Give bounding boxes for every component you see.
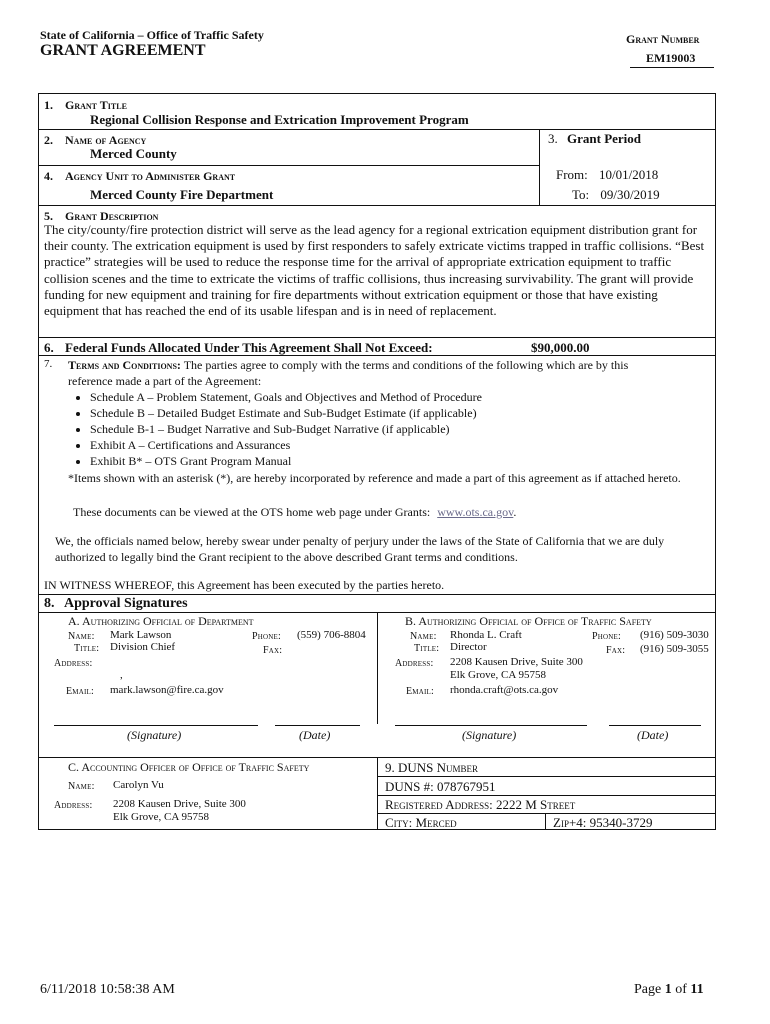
- section-8-label: Approval Signatures: [64, 596, 188, 611]
- state-office-label: State of California – Office of Traffic Safety: [40, 28, 264, 42]
- perjury-statement: We, the officials named below, hereby swear under penalty of perjury under the laws of the State of California that we are duly authorized to legally bind the Grant recipient to the above described Grant terms and conditions.: [55, 534, 665, 564]
- b-phone-label: Phone:: [592, 631, 621, 642]
- c-name-value: Carolyn Vu: [113, 779, 164, 791]
- a-fax-label: Fax:: [263, 645, 283, 656]
- page-indicator: [634, 982, 704, 998]
- section-4-number: 4.: [44, 169, 53, 183]
- a-address-label: Address:: [54, 658, 93, 669]
- accounting-officer-title: C. Accounting Officer of Office of Traffic Safety: [68, 760, 310, 774]
- divider: [38, 594, 716, 595]
- signature-line[interactable]: [395, 725, 587, 726]
- terms-list-item: • Exhibit A – Certifications and Assurances: [90, 437, 690, 453]
- a-name-value: Mark Lawson: [110, 629, 172, 641]
- b-title-value: Director: [450, 641, 487, 653]
- section-2-number: 2.: [44, 133, 53, 147]
- a-title-label: Title:: [74, 643, 100, 654]
- authorizing-official-department-title: A. Authorizing Official of Department: [68, 614, 254, 628]
- signature-caption: (Signature): [462, 728, 517, 742]
- documents-view-line: [73, 505, 516, 520]
- authorizing-official-ots-title: B. Authorizing Official of Office of Traffic Safety: [405, 614, 652, 628]
- city-value: City: Merced: [385, 815, 457, 830]
- section-1-number: 1.: [44, 98, 53, 112]
- divider: [38, 129, 716, 130]
- section-3-label: Grant Period: [567, 131, 642, 146]
- divider: [539, 129, 540, 206]
- grant-period-from: [556, 167, 658, 183]
- a-phone-value: (559) 706-8804: [297, 629, 366, 641]
- grant-number-underline: [630, 67, 714, 68]
- signature-caption: (Signature): [127, 728, 182, 742]
- zip-value: Zip+4: 95340-3729: [553, 815, 653, 830]
- of-word: of: [675, 982, 687, 997]
- section-6-label: Federal Funds Allocated Under This Agreement Shall Not Exceed:: [65, 340, 433, 355]
- grant-title-value: Regional Collision Response and Extrication Improvement Program: [90, 112, 469, 127]
- duns-number: DUNS #: 078767951: [385, 779, 496, 794]
- b-address-line1: 2208 Kausen Drive, Suite 300: [450, 656, 583, 668]
- section-7-intro: [68, 358, 628, 373]
- agency-unit-value: Merced County Fire Department: [90, 187, 274, 202]
- c-name-label: Name:: [68, 781, 95, 792]
- divider: [38, 337, 716, 338]
- terms-list-item: • Schedule A – Problem Statement, Goals and Objectives and Method of Procedure: [90, 389, 690, 405]
- duns-section-title: 9. DUNS Number: [385, 760, 479, 775]
- terms-list: [68, 389, 690, 469]
- b-title-label: Title:: [414, 643, 440, 654]
- federal-funds-amount: $90,000.00: [531, 340, 590, 355]
- section-7-intro-text: The parties agree to comply with the terms and conditions of the following which are by this: [183, 358, 629, 372]
- b-fax-label: Fax:: [606, 645, 626, 656]
- a-email-label: Email:: [66, 686, 94, 697]
- section-5-label: Grant Description: [65, 209, 159, 223]
- divider: [38, 355, 716, 356]
- terms-list-item: • Schedule B-1 – Budget Narrative and Sub-Budget Narrative (if applicable): [90, 421, 690, 437]
- from-date: 10/01/2018: [599, 167, 659, 182]
- terms-list-item: • Schedule B – Detailed Budget Estimate and Sub-Budget Estimate (if applicable): [90, 405, 690, 421]
- divider: [38, 165, 540, 166]
- section-8-header: [44, 596, 188, 612]
- registered-address: Registered Address: 2222 M Street: [385, 797, 576, 812]
- section-7-label: Terms and Conditions:: [68, 358, 181, 372]
- b-name-value: Rhonda L. Craft: [450, 629, 522, 641]
- divider: [377, 612, 378, 724]
- b-email-label: Email:: [406, 686, 434, 697]
- b-name-label: Name:: [410, 631, 437, 642]
- section-4-label: Agency Unit to Administer Grant: [65, 169, 236, 183]
- divider: [377, 757, 378, 830]
- witness-statement: IN WITNESS WHEREOF, this Agreement has been executed by the parties hereto.: [44, 578, 445, 592]
- to-label: To:: [572, 187, 590, 202]
- section-3-header: [548, 131, 641, 147]
- document-title: GRANT AGREEMENT: [40, 42, 206, 59]
- divider: [377, 795, 716, 796]
- documents-view-text: These documents can be viewed at the OTS home web page under Grants:: [73, 505, 431, 519]
- asterisk-note: *Items shown with an asterisk (*), are hereby incorporated by reference and made a part of this agreement as if attached hereto.: [68, 471, 681, 485]
- b-address-line2: Elk Grove, CA 95758: [450, 669, 546, 681]
- section-6-header: [44, 340, 433, 356]
- b-email-value: rhonda.craft@ots.ca.gov: [450, 684, 559, 696]
- page-word: Page: [634, 982, 662, 997]
- page-number: 1: [664, 982, 672, 997]
- grant-description-text: The city/county/fire protection district will serve as the lead agency for a regional extrication equipment distribution grant for their county. The extrication equipment is used by first responders to safely extricate victims trapped in traffic collisions. “Best practice” strategies will be used to reduce the response time for the arrival of appropriate extrication equipment to traffic collision scenes and the time to extricate the victims of traffic collisions, thus increasing survivability. The grant will provide funding for new equipment and training for fire departments without extrication equipment or those that have existing equipment that has reached the end of its usable lifespan and is in need of replacement.: [44, 222, 705, 319]
- grant-number-label: Grant Number: [626, 32, 700, 46]
- date-line[interactable]: [609, 725, 701, 726]
- c-address-line1: 2208 Kausen Drive, Suite 300: [113, 798, 246, 810]
- date-caption: (Date): [299, 728, 331, 742]
- documents-view-end: .: [513, 505, 517, 519]
- agency-name-value: Merced County: [90, 146, 177, 161]
- date-caption: (Date): [637, 728, 669, 742]
- section-1-label: Grant Title: [65, 98, 127, 112]
- footer-timestamp: 6/11/2018 10:58:38 AM: [40, 982, 175, 997]
- a-phone-label: Phone:: [252, 631, 281, 642]
- a-title-value: Division Chief: [110, 641, 176, 653]
- terms-list-item: • Exhibit B* – OTS Grant Program Manual: [90, 453, 690, 469]
- c-address-line2: Elk Grove, CA 95758: [113, 811, 209, 823]
- section-6-number: 6.: [44, 340, 54, 355]
- section-7-number: 7.: [44, 358, 53, 370]
- section-3-number: 3.: [548, 131, 558, 146]
- divider: [377, 813, 716, 814]
- from-label: From:: [556, 167, 588, 182]
- b-fax-value: (916) 509-3055: [640, 643, 709, 655]
- divider: [545, 813, 546, 830]
- divider: [38, 205, 716, 206]
- to-date: 09/30/2019: [600, 187, 660, 202]
- grant-number-value: EM19003: [646, 51, 696, 65]
- divider: [377, 776, 716, 777]
- section-2-label: Name of Agency: [65, 133, 147, 147]
- section-7-intro-line2: reference made a part of the Agreement:: [68, 374, 262, 388]
- b-address-label: Address:: [395, 658, 434, 669]
- a-address-line2: ,: [120, 669, 123, 681]
- page-total: 11: [690, 982, 704, 997]
- a-email-value: mark.lawson@fire.ca.gov: [110, 684, 224, 696]
- grant-period-to: [572, 187, 660, 203]
- a-name-label: Name:: [68, 631, 95, 642]
- ots-website-link[interactable]: www.ots.ca.gov: [437, 505, 514, 519]
- c-address-label: Address:: [54, 800, 93, 811]
- section-8-number: 8.: [44, 596, 55, 611]
- signature-line[interactable]: [54, 725, 258, 726]
- date-line[interactable]: [275, 725, 360, 726]
- section-4-header: [44, 167, 235, 185]
- section-5-number: 5.: [44, 209, 53, 223]
- b-phone-value: (916) 509-3030: [640, 629, 709, 641]
